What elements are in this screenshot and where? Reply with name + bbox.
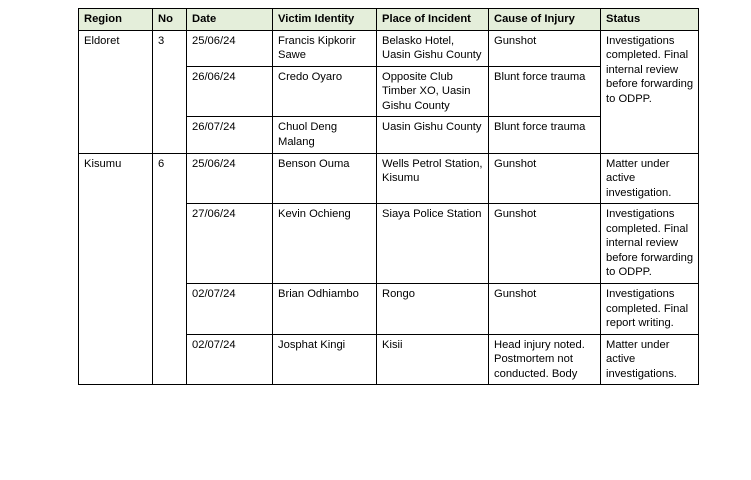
cell-region: Eldoret (79, 30, 153, 153)
cell-victim: Kevin Ochieng (273, 204, 377, 284)
cell-victim: Brian Odhiambo (273, 284, 377, 335)
column-header-status: Status (601, 9, 699, 31)
table-row (79, 153, 699, 204)
column-header-victim-identity: Victim Identity (273, 9, 377, 31)
table-body (79, 30, 699, 385)
cell-victim: Benson Ouma (273, 153, 377, 204)
cell-place: Wells Petrol Station, Kisumu (377, 153, 489, 204)
cell-status: Investigations completed. Final internal review before forwarding to ODPP. (601, 204, 699, 284)
column-header-cause-of-injury: Cause of Injury (489, 9, 601, 31)
cell-place: Belasko Hotel, Uasin Gishu County (377, 30, 489, 66)
cell-cause: Gunshot (489, 204, 601, 284)
column-header-region: Region (79, 9, 153, 31)
cell-no: 3 (153, 30, 187, 153)
column-header-date: Date (187, 9, 273, 31)
table-row (79, 30, 699, 66)
incident-table-container (78, 8, 698, 385)
cell-date: 02/07/24 (187, 334, 273, 385)
cell-date: 26/07/24 (187, 117, 273, 153)
cell-status: Matter under active investigation. (601, 153, 699, 204)
column-header-no: No (153, 9, 187, 31)
column-header-place-of-incident: Place of Incident (377, 9, 489, 31)
table-header (79, 9, 699, 31)
cell-victim: Credo Oyaro (273, 66, 377, 117)
cell-place: Siaya Police Station (377, 204, 489, 284)
table-header-row (79, 9, 699, 31)
cell-victim: Josphat Kingi (273, 334, 377, 385)
cell-no: 6 (153, 153, 187, 385)
cell-date: 27/06/24 (187, 204, 273, 284)
cell-status: Investigations completed. Final internal review before forwarding to ODPP. (601, 30, 699, 153)
cell-cause: Gunshot (489, 153, 601, 204)
cell-status: Investigations completed. Final report writing. (601, 284, 699, 335)
cell-cause: Blunt force trauma (489, 117, 601, 153)
cell-status: Matter under active investigations. (601, 334, 699, 385)
cell-cause: Gunshot (489, 30, 601, 66)
incident-table (78, 8, 699, 385)
cell-victim: Chuol Deng Malang (273, 117, 377, 153)
cell-place: Opposite Club Timber XO, Uasin Gishu County (377, 66, 489, 117)
cell-cause: Blunt force trauma (489, 66, 601, 117)
cell-place: Kisii (377, 334, 489, 385)
cell-date: 02/07/24 (187, 284, 273, 335)
cell-date: 25/06/24 (187, 153, 273, 204)
cell-cause: Gunshot (489, 284, 601, 335)
cell-date: 26/06/24 (187, 66, 273, 117)
cell-place: Rongo (377, 284, 489, 335)
cell-victim: Francis Kipkorir Sawe (273, 30, 377, 66)
cell-cause: Head injury noted. Postmortem not conducted. Body (489, 334, 601, 385)
cell-region: Kisumu (79, 153, 153, 385)
cell-place: Uasin Gishu County (377, 117, 489, 153)
cell-date: 25/06/24 (187, 30, 273, 66)
